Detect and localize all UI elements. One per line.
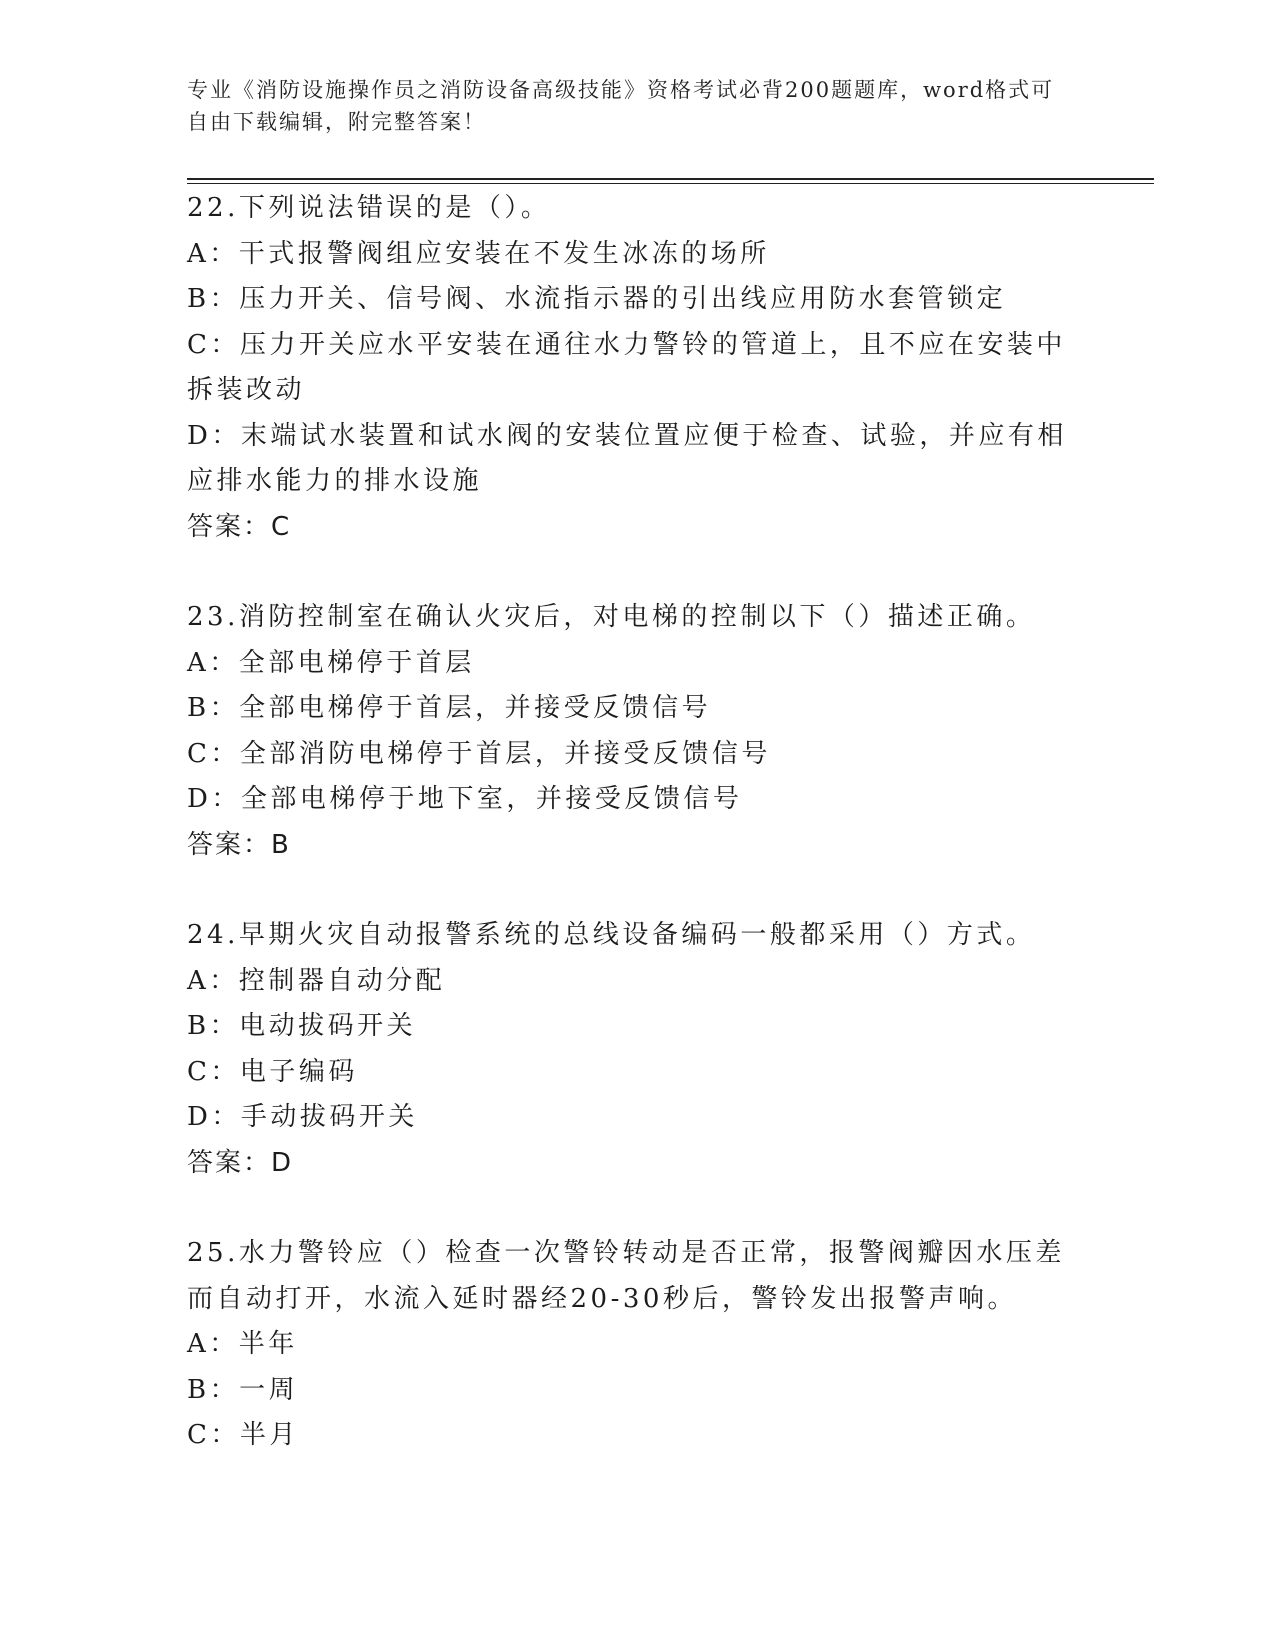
question-list [187,186,1067,1459]
option-c: C：电子编码 [187,1056,358,1087]
option-d: D：手动拔码开关 [187,1102,418,1132]
header-divider-thick [187,178,1154,180]
question-23 [187,595,1067,868]
option-a: A：控制器自动分配 [187,965,446,996]
question-stem: 22.下列说法错误的是（）。 [187,193,551,223]
question-stem: 25.水力警铃应（）检查一次警铃转动是否正常，报警阀瓣因水压差而自动打开，水流入延时器经20-30秒后，警铃发出报警声响。 [187,1238,1065,1314]
option-b: B：一周 [187,1374,299,1405]
option-d: D：全部电梯停于地下室，并接受反馈信号 [187,784,743,814]
option-c: C：半月 [187,1420,299,1450]
question-stem: 23.消防控制室在确认火灾后，对电梯的控制以下（）描述正确。 [187,602,1036,632]
option-c: C：全部消防电梯停于首层，并接受反馈信号 [187,738,771,769]
header-divider-thin [187,183,1154,184]
option-a: A：半年 [187,1329,298,1359]
option-b: B：电动拔码开关 [187,1011,417,1041]
answer: 答案：C [187,511,292,542]
document-header: 专业《消防设施操作员之消防设备高级技能》资格考试必背200题题库，word格式可自由下载编辑，附完整答案！ [187,78,1055,134]
option-a: A：全部电梯停于首层 [187,647,475,678]
option-c: C：压力开关应水平安装在通往水力警铃的管道上，且不应在安装中拆装改动 [187,329,1066,405]
answer: 答案：D [187,1147,294,1178]
question-24 [187,913,1067,1186]
option-b: B：全部电梯停于首层，并接受反馈信号 [187,693,712,723]
option-d: D：末端试水装置和试水阀的安装位置应便于检查、试验，并应有相应排水能力的排水设施 [187,420,1067,496]
question-22 [187,186,1067,550]
question-25 [187,1231,1067,1459]
option-a: A：干式报警阀组应安装在不发生冰冻的场所 [187,238,770,269]
question-stem: 24.早期火灾自动报警系统的总线设备编码一般都采用（）方式。 [187,920,1036,950]
answer: 答案：B [187,829,291,860]
option-b: B：压力开关、信号阀、水流指示器的引出线应用防水套管锁定 [187,284,1007,314]
